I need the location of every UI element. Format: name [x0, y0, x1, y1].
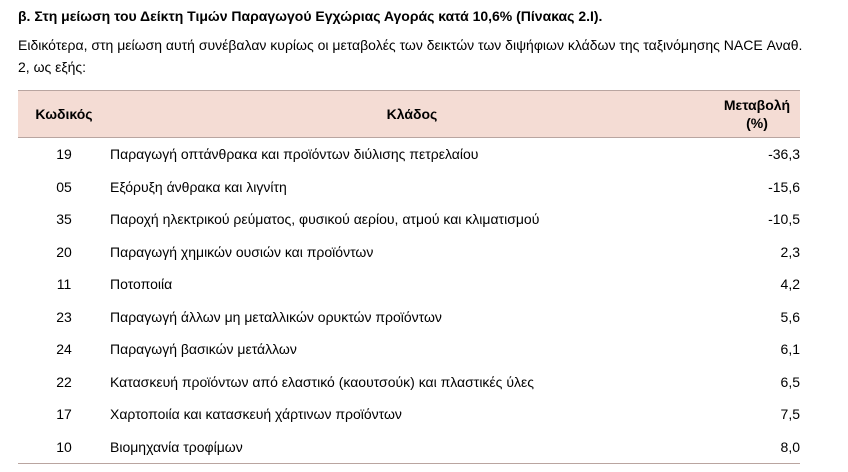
- table-row: [18, 203, 800, 236]
- row-code: 24: [56, 341, 72, 358]
- section-heading: β. Στη μείωση του Δείκτη Τιμών Παραγωγού Εγχώριας Αγοράς κατά 10,6% (Πίνακας 2.Ι).: [18, 8, 603, 24]
- row-code: 20: [56, 243, 72, 260]
- row-sector: Παραγωγή οπτάνθρακα και προϊόντων διύλισης πετρελαίου: [110, 146, 479, 163]
- row-sector: Παραγωγή χημικών ουσιών και προϊόντων: [110, 243, 374, 260]
- row-change: -36,3: [768, 146, 800, 163]
- row-sector: Παραγωγή άλλων μη μεταλλικών ορυκτών προϊόντων: [110, 308, 442, 325]
- table-row: [18, 171, 800, 204]
- table-header-row: [18, 91, 800, 138]
- row-sector: Χαρτοποιία και κατασκευή χάρτινων προϊόντων: [110, 406, 402, 423]
- row-code: 05: [56, 178, 72, 195]
- table-row: [18, 333, 800, 366]
- table-row: [18, 268, 800, 301]
- row-sector: Ποτοποιία: [110, 276, 173, 293]
- intro-paragraph: Ειδικότερα, στη μείωση αυτή συνέβαλαν κυρίως οι μεταβολές των δεικτών των διψήφιων κλάδων της ταξινόμησης NACE Αναθ. 2, ως εξής:: [18, 37, 803, 75]
- table-row: [18, 138, 800, 171]
- row-change: 2,3: [780, 243, 800, 260]
- row-change: 7,5: [780, 406, 800, 423]
- row-sector: Κατασκευή προϊόντων από ελαστικό (καουτσούκ) και πλαστικές ύλες: [110, 373, 534, 390]
- row-code: 35: [56, 211, 72, 228]
- header-change-label: Μεταβολή: [723, 97, 791, 113]
- row-sector: Παραγωγή βασικών μετάλλων: [110, 341, 297, 358]
- sector-change-table: [18, 90, 800, 464]
- row-code: 17: [56, 406, 72, 423]
- row-change: -15,6: [768, 178, 800, 195]
- row-change: 6,1: [780, 341, 800, 358]
- table-row: [18, 301, 800, 334]
- table-row: [18, 431, 800, 464]
- table-row: [18, 398, 800, 431]
- row-code: 11: [56, 276, 72, 293]
- row-code: 10: [18, 431, 110, 464]
- row-code: 19: [56, 146, 72, 163]
- header-change: [714, 91, 800, 138]
- header-code: Κωδικός: [18, 91, 110, 138]
- row-sector: Παροχή ηλεκτρικού ρεύματος, φυσικού αερίου, ατμού και κλιματισμού: [110, 211, 540, 228]
- row-change: 6,5: [780, 373, 800, 390]
- row-change: 5,6: [780, 308, 800, 325]
- row-change: 8,0: [714, 431, 800, 464]
- row-change: -10,5: [768, 211, 800, 228]
- row-sector: Βιομηχανία τροφίμων: [110, 431, 714, 464]
- table-body: [18, 138, 800, 464]
- row-change: 4,2: [780, 276, 800, 293]
- table-row: [18, 236, 800, 269]
- row-code: 22: [56, 373, 72, 390]
- row-code: 23: [56, 308, 72, 325]
- header-sector: Κλάδος: [110, 91, 714, 138]
- table-row: [18, 366, 800, 399]
- header-change-unit: (%): [746, 115, 768, 131]
- row-sector: Εξόρυξη άνθρακα και λιγνίτη: [110, 178, 287, 195]
